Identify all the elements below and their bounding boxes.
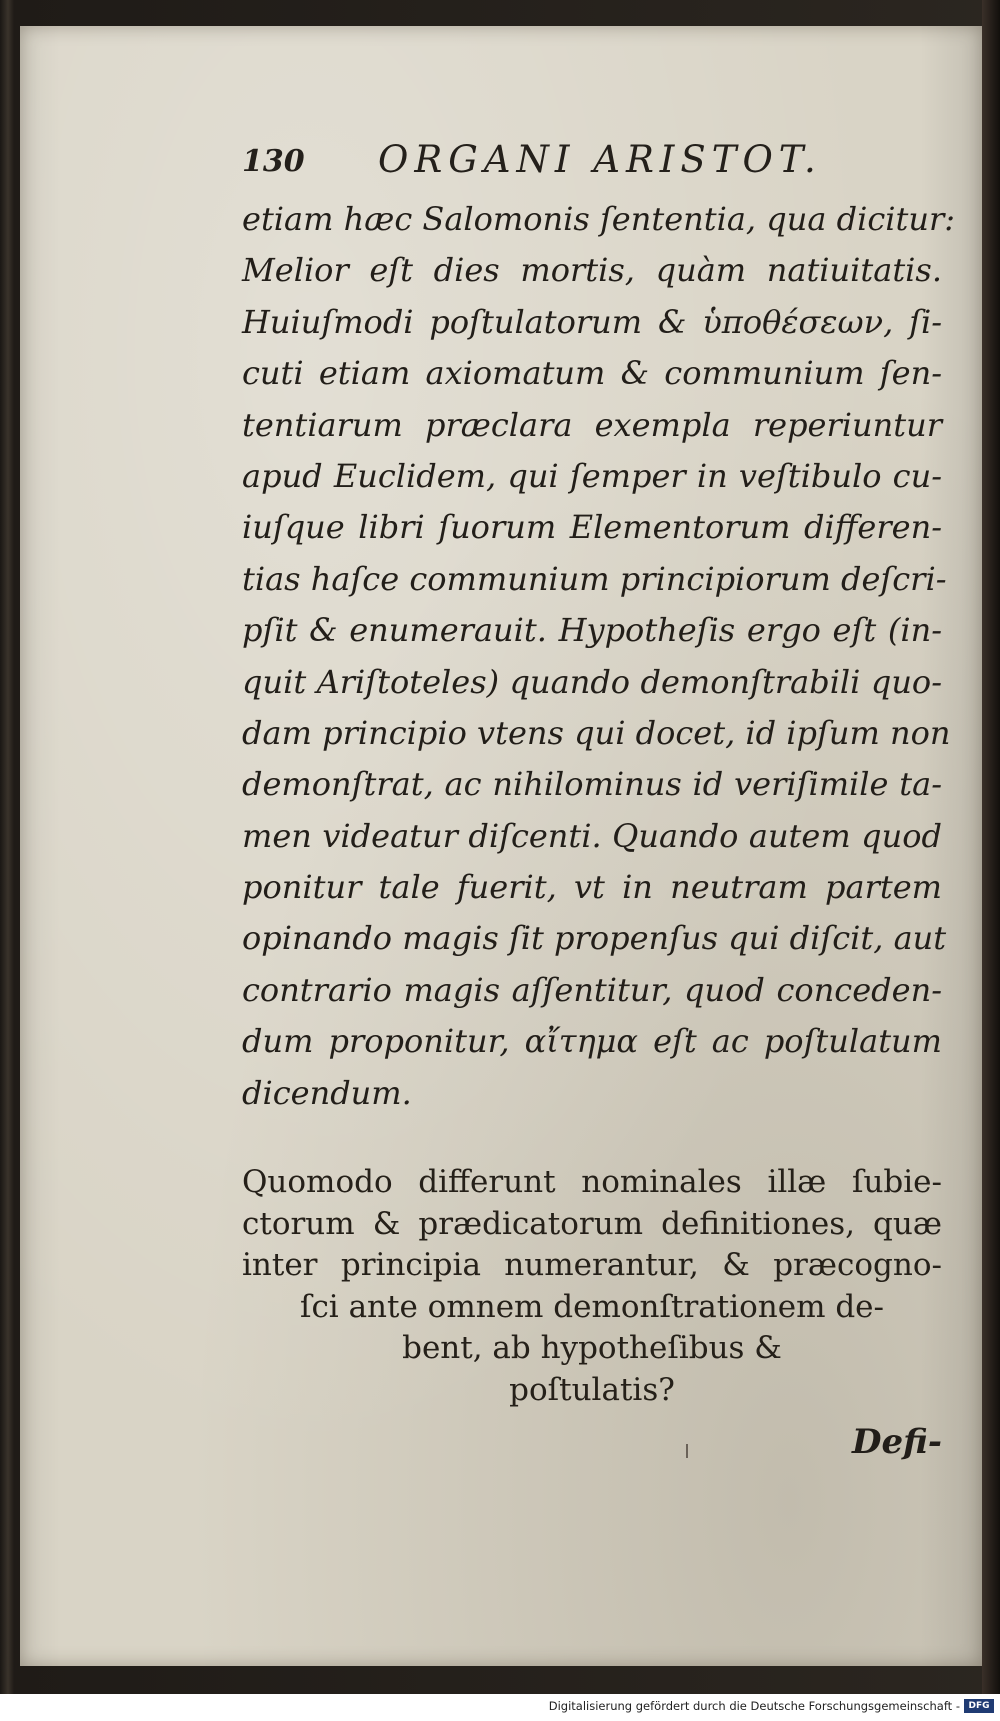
text-line: Huiuſmodi poſtulatorum & ὑποθέσεων, ſi-: [242, 302, 942, 341]
heading-line: bent, ab hypotheſibus &: [402, 1330, 782, 1366]
text-line: cuti etiam axiomatum & communium ſen-: [242, 354, 942, 393]
page-number: 130: [242, 144, 305, 179]
text-line: Melior eſt dies mortis, quàm natiuitatis.: [242, 251, 942, 290]
body-paragraph: [242, 194, 956, 1119]
text-line: tentiarum præclara exempla reperiuntur: [242, 405, 942, 444]
digitization-footer: [0, 1694, 1000, 1721]
text-line: tias haſce communium principiorum deſcri-: [242, 559, 947, 598]
text-line: opinando magis ſit propenſus qui diſcit, aut: [242, 919, 947, 958]
text-line: dum proponitur, αἴτημα eſt ac poſtulatum: [242, 1022, 942, 1061]
text-line: apud Euclidem, qui ſemper in veſtibulo cu-: [242, 456, 942, 495]
page-header: [242, 138, 882, 190]
text-line: pſit & enumerauit. Hypotheſis ergo eſt (in-: [242, 611, 942, 650]
heading-line: ctorum & prædicatorum definitiones, quæ: [242, 1205, 942, 1242]
heading-line: Quomodo differunt nominales illæ ſubie-: [242, 1164, 942, 1200]
funding-credit: Digitalisierung gefördert durch die Deutsche Forschungsgemeinschaft -: [548, 1699, 960, 1713]
text-line: iuſque libri ſuorum Elementorum differen-: [242, 508, 942, 547]
dfg-logo: DFG: [964, 1699, 994, 1713]
heading-line: poſtulatis?: [509, 1371, 675, 1408]
text-line: etiam hæc Salomonis ſententia, qua dicitur:: [242, 200, 956, 238]
text-line: demonſtrat, ac nihilominus id veriſimile ta-: [242, 765, 942, 804]
text-line: quit Ariſtoteles) quando demonſtrabili quo-: [242, 662, 942, 701]
text-line: ponitur tale fuerit, vt in neutram partem: [242, 868, 942, 907]
heading-line: inter principia numerantur, & præcogno-: [242, 1247, 942, 1283]
paper-blemish: [686, 1444, 688, 1458]
heading-line: ſci ante omnem demonſtrationem de-: [299, 1288, 885, 1325]
catchword: Defi-: [852, 1422, 942, 1462]
book-binding-edge: [982, 0, 1000, 1721]
text-line: dicendum.: [242, 1073, 412, 1112]
running-head: ORGANI ARISTOT.: [378, 138, 822, 181]
text-line: contrario magis aſſentitur, quod conceden-: [242, 970, 942, 1009]
section-heading: [242, 1162, 942, 1411]
text-line: dam principio vtens qui docet, id ipſum non: [242, 713, 951, 752]
text-line: men videatur diſcenti. Quando autem quod: [242, 816, 942, 855]
